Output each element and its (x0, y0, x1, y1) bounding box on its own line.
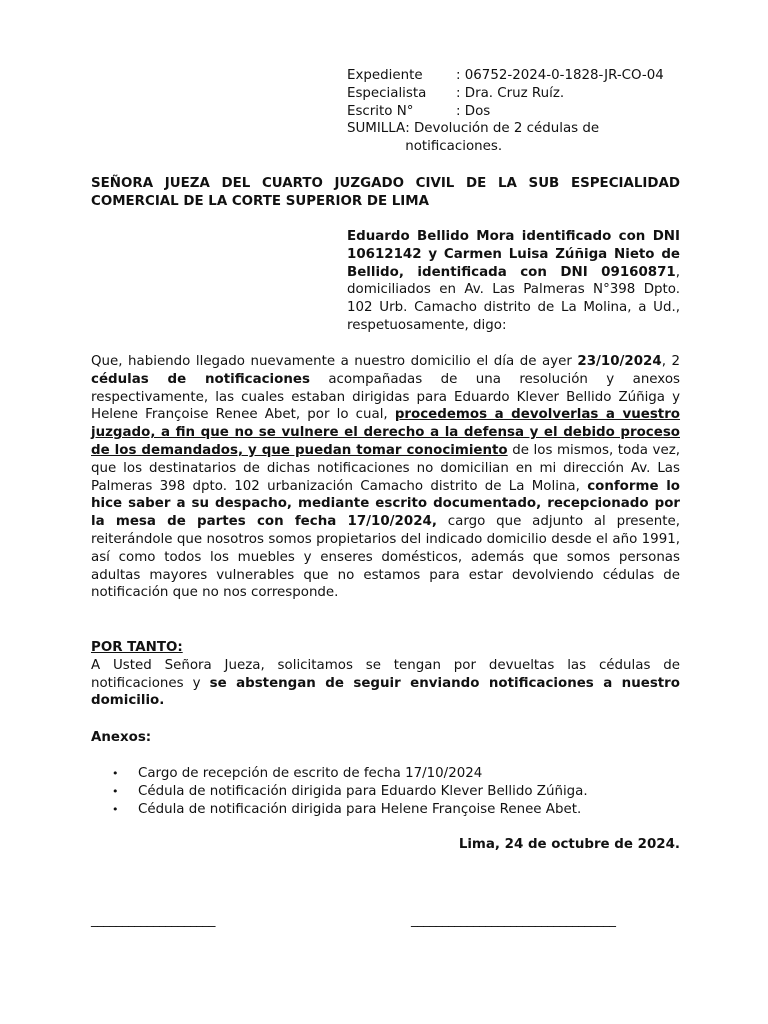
expediente-label: Expediente (347, 68, 423, 83)
escrito-value: : Dos (456, 103, 491, 119)
por-tanto-request: se abstengan de seguir enviando notificaciones a nuestro domicilio. (91, 675, 680, 709)
sumilla-value: : Devolución de 2 cédulas de notificaciones. (405, 121, 600, 155)
sumilla-row (347, 120, 682, 156)
body-devolution-clause: procedemos a devolverlas a vuestro juzgado, a fin que no se vulnere el derecho a la defensa y el debido proceso de los demandados, y que puedan tomar conocimiento (91, 407, 681, 458)
anexos-title: Anexos: (91, 730, 152, 745)
anexo-text: Cédula de notificación dirigida para Helene Françoise Renee Abet. (138, 801, 582, 817)
list-item (112, 801, 588, 819)
anexo-text: Cédula de notificación dirigida para Eduardo Klever Bellido Zúñiga. (138, 783, 588, 799)
case-header (347, 67, 682, 156)
por-tanto-paragraph (91, 657, 680, 710)
especialista-row (347, 85, 682, 103)
especialista-label: Especialista (347, 85, 427, 101)
body-date-1: 23/10/2024 (577, 354, 662, 369)
list-item (112, 783, 588, 801)
parties-paragraph (347, 228, 680, 335)
body-cedulas: cédulas de notificaciones (91, 371, 310, 387)
body-part-3: , 2 (661, 354, 680, 369)
body-part-1: Que, habiendo llegado nuevamente a nuestro domicilio el día de ayer (91, 354, 578, 369)
expediente-row (347, 67, 682, 85)
signature-line-right: _________________________________ (411, 913, 616, 928)
escrito-label: Escrito N° (347, 103, 414, 119)
parties-details: , domiciliados en Av. Las Palmeras N°398 Dpto. 102 Urb. Camacho distrito de La Molina, a Ud., respetuosamente, digo: (347, 264, 680, 333)
anexo-text: Cargo de recepción de escrito de fecha 17/10/2024 (138, 766, 483, 781)
closing-date: Lima, 24 de octubre de 2024. (458, 837, 680, 852)
body-conforme-clause: conforme lo hice saber a su despacho, mediante escrito documentado, recepcionado por la mesa de partes con fecha 17/10/2024, (91, 478, 680, 530)
main-body-paragraph (91, 353, 680, 602)
parties-names: Eduardo Bellido Mora identificado con DNI 10612142 y Carmen Luisa Zúñiga Nieto de Bellido, identificada con DNI 09160871 (347, 229, 680, 280)
expediente-value: : 06752-2024-0-1828-JR-CO-04 (456, 68, 664, 83)
por-tanto-title: POR TANTO: (91, 640, 183, 655)
por-tanto-section (91, 639, 680, 710)
body-part-5: acompañadas de una resolución y anexos respectivamente, las cuales estaban dirigidas para Eduardo Klever Bellido Zúñiga y Helene Françoise Renee Abet, por lo cual, (91, 371, 680, 423)
sumilla-label: SUMILLA (347, 121, 406, 137)
bullet-icon: • (112, 784, 119, 798)
addressee-heading: SEÑORA JUEZA DEL CUARTO JUZGADO CIVIL DE LA SUB ESPECIALIDAD COMERCIAL DE LA CORTE SUPERIOR DE LIMA (91, 176, 680, 209)
body-part-9: cargo que adjunto al presente, reiterándole que nosotros somos propietarios del indicado domicilio desde el año 1991, así como todos los muebles y enseres domésticos, además que somos personas adultas mayores vulnerables que no estamos para estar devolviendo cédulas de notificación que no nos corresponde. (91, 514, 680, 601)
escrito-row (347, 103, 682, 121)
signature-line-left: ____________________ (91, 913, 215, 928)
list-item (112, 765, 588, 783)
anexos-list (112, 765, 588, 818)
bullet-icon: • (112, 767, 119, 780)
especialista-value: : Dra. Cruz Ruíz. (456, 85, 565, 101)
body-part-7: de los mismos, toda vez, que los destinatarios de dichas notificaciones no domicilian en mi dirección Av. Las Palmeras 398 dpto. 102 urbanización Camacho distrito de La Molina, (91, 442, 680, 494)
por-tanto-text: A Usted Señora Jueza, solicitamos se tengan por devueltas las cédulas de notificaciones y (91, 657, 680, 691)
bullet-icon: • (112, 802, 119, 816)
